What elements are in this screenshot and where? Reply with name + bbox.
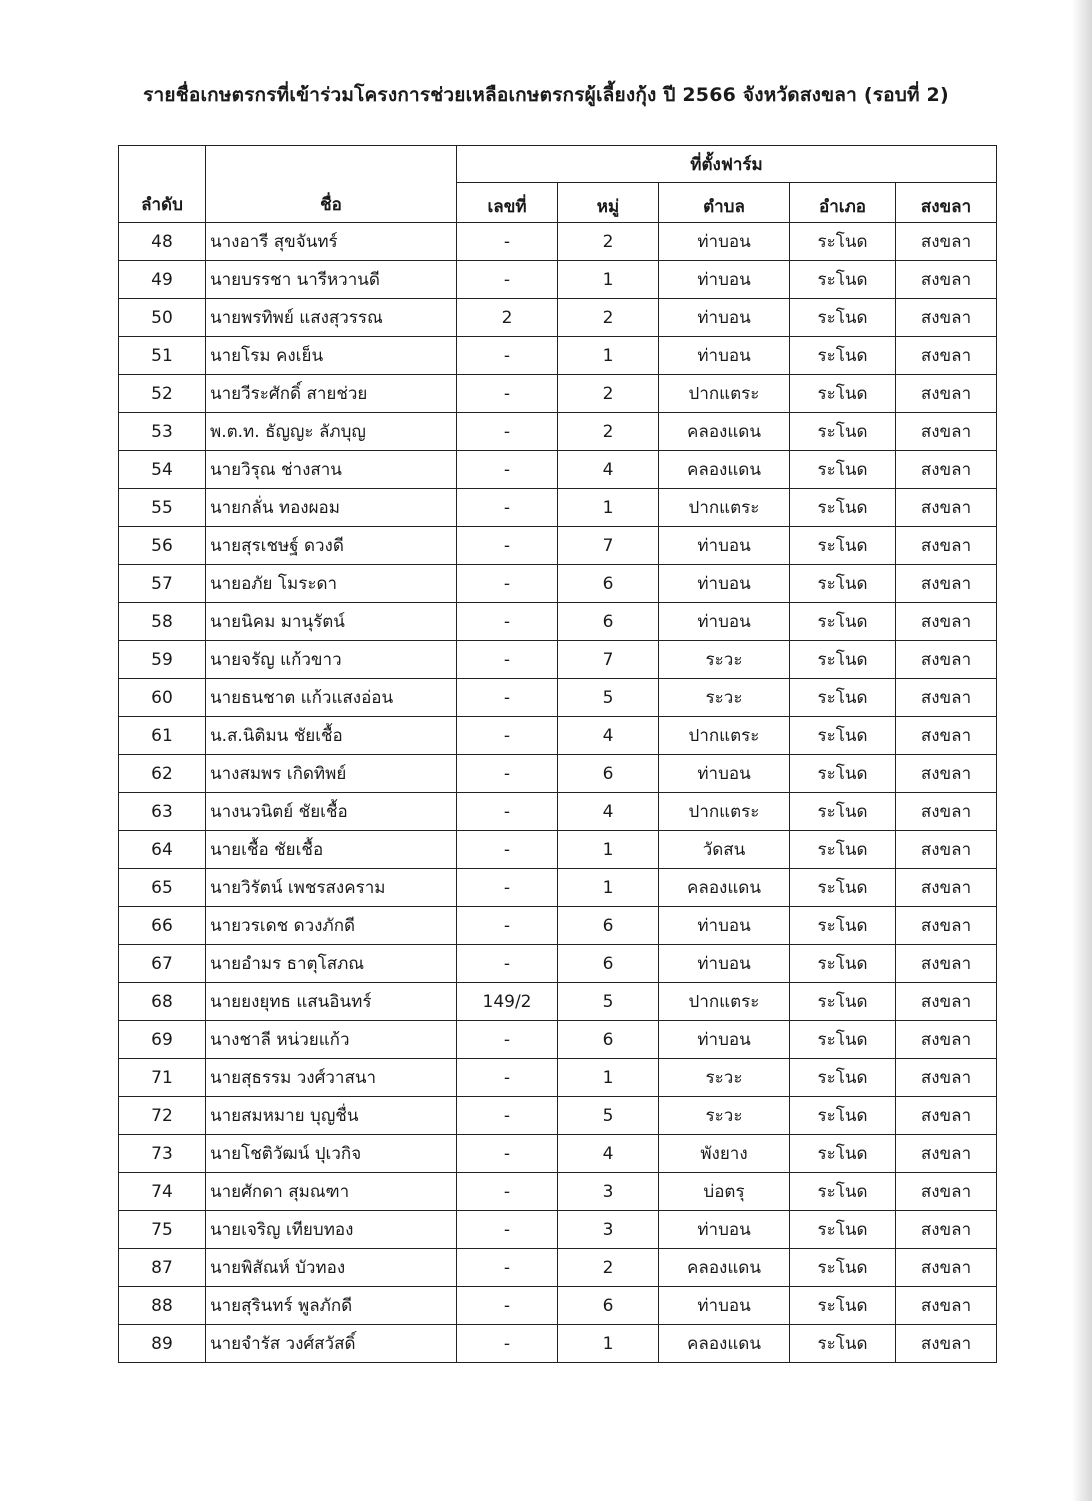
cell-no: 88 [119,1287,206,1325]
table-row [119,869,997,907]
cell-moo: 4 [558,793,659,831]
cell-name: นายสุรเชษฐ์ ดวงดี [206,527,457,565]
cell-tambon: ท่าบอน [659,1287,790,1325]
header-amphoe: อำเภอ [790,183,896,223]
cell-tambon: ท่าบอน [659,907,790,945]
cell-house-no: - [457,413,558,451]
cell-amphoe: ระโนด [790,603,896,641]
table-row [119,831,997,869]
cell-name: นายโรม คงเย็น [206,337,457,375]
cell-name: นายจำรัส วงศ์สวัสดิ์ [206,1325,457,1363]
cell-amphoe: ระโนด [790,717,896,755]
cell-moo: 2 [558,299,659,337]
header-house-no: เลขที่ [457,183,558,223]
cell-name: นางนวนิตย์ ชัยเชื้อ [206,793,457,831]
cell-name: นายวิรุณ ช่างสาน [206,451,457,489]
cell-amphoe: ระโนด [790,489,896,527]
cell-province: สงขลา [896,1211,997,1249]
cell-amphoe: ระโนด [790,1097,896,1135]
table-row [119,299,997,337]
cell-house-no: - [457,1059,558,1097]
cell-name: นายโชติวัฒน์ ปุเวกิจ [206,1135,457,1173]
table-row [119,1021,997,1059]
cell-no: 57 [119,565,206,603]
cell-amphoe: ระโนด [790,1135,896,1173]
cell-no: 53 [119,413,206,451]
cell-tambon: ปากแตระ [659,375,790,413]
cell-province: สงขลา [896,337,997,375]
cell-house-no: - [457,831,558,869]
cell-no: 74 [119,1173,206,1211]
cell-moo: 3 [558,1173,659,1211]
cell-province: สงขลา [896,983,997,1021]
cell-moo: 5 [558,983,659,1021]
cell-house-no: - [457,451,558,489]
cell-province: สงขลา [896,793,997,831]
table-row [119,907,997,945]
cell-amphoe: ระโนด [790,527,896,565]
cell-no: 62 [119,755,206,793]
table-row [119,1211,997,1249]
cell-amphoe: ระโนด [790,679,896,717]
cell-province: สงขลา [896,451,997,489]
cell-moo: 1 [558,831,659,869]
cell-province: สงขลา [896,831,997,869]
cell-no: 50 [119,299,206,337]
header-moo: หมู่ [558,183,659,223]
cell-name: นายอำมร ธาตุโสภณ [206,945,457,983]
cell-no: 60 [119,679,206,717]
cell-name: นายจรัญ แก้วขาว [206,641,457,679]
cell-tambon: ท่าบอน [659,261,790,299]
cell-house-no: 149/2 [457,983,558,1021]
cell-no: 63 [119,793,206,831]
header-farm-location: ที่ตั้งฟาร์ม [457,146,997,183]
cell-house-no: - [457,337,558,375]
cell-moo: 4 [558,717,659,755]
header-name: ชื่อ [206,146,457,223]
cell-no: 69 [119,1021,206,1059]
header-province: สงขลา [896,183,997,223]
cell-tambon: บ่อตรุ [659,1173,790,1211]
cell-amphoe: ระโนด [790,869,896,907]
cell-house-no: - [457,1249,558,1287]
cell-tambon: วัดสน [659,831,790,869]
cell-tambon: ท่าบอน [659,223,790,261]
cell-no: 49 [119,261,206,299]
cell-name: นายยงยุทธ แสนอินทร์ [206,983,457,1021]
cell-name: นายกลั่น ทองผอม [206,489,457,527]
cell-name: นายนิคม มานุรัตน์ [206,603,457,641]
cell-house-no: - [457,1325,558,1363]
cell-amphoe: ระโนด [790,375,896,413]
table-row [119,679,997,717]
table-row [119,793,997,831]
cell-moo: 7 [558,527,659,565]
cell-amphoe: ระโนด [790,1249,896,1287]
cell-house-no: - [457,717,558,755]
cell-province: สงขลา [896,641,997,679]
cell-moo: 2 [558,1249,659,1287]
cell-tambon: พังยาง [659,1135,790,1173]
cell-name: นายอภัย โมระดา [206,565,457,603]
cell-name: นายศักดา สุมณฑา [206,1173,457,1211]
cell-house-no: - [457,869,558,907]
cell-no: 89 [119,1325,206,1363]
cell-province: สงขลา [896,1325,997,1363]
cell-amphoe: ระโนด [790,337,896,375]
cell-no: 54 [119,451,206,489]
cell-house-no: - [457,223,558,261]
table-row [119,1097,997,1135]
cell-province: สงขลา [896,527,997,565]
table-row [119,565,997,603]
cell-tambon: ท่าบอน [659,527,790,565]
table-row [119,945,997,983]
cell-tambon: ปากแตระ [659,489,790,527]
cell-moo: 1 [558,489,659,527]
cell-house-no: - [457,945,558,983]
cell-moo: 2 [558,375,659,413]
cell-moo: 1 [558,261,659,299]
cell-name: นางสมพร เกิดทิพย์ [206,755,457,793]
cell-province: สงขลา [896,1287,997,1325]
cell-name: น.ส.นิติมน ชัยเชื้อ [206,717,457,755]
header-row-group [119,146,997,183]
cell-name: นายวีระศักดิ์ สายช่วย [206,375,457,413]
cell-name: นายสมหมาย บุญชื่น [206,1097,457,1135]
table-row [119,983,997,1021]
table-row [119,223,997,261]
cell-tambon: ปากแตระ [659,717,790,755]
cell-no: 52 [119,375,206,413]
cell-name: นายเจริญ เทียบทอง [206,1211,457,1249]
cell-tambon: ท่าบอน [659,1211,790,1249]
cell-house-no: - [457,641,558,679]
cell-name: นายวรเดช ดวงภักดี [206,907,457,945]
table-row [119,527,997,565]
cell-province: สงขลา [896,679,997,717]
cell-province: สงขลา [896,945,997,983]
cell-name: นายสุรินทร์ พูลภักดี [206,1287,457,1325]
table-row [119,1287,997,1325]
cell-tambon: ปากแตระ [659,983,790,1021]
cell-moo: 1 [558,869,659,907]
cell-moo: 2 [558,223,659,261]
cell-amphoe: ระโนด [790,1021,896,1059]
cell-province: สงขลา [896,1059,997,1097]
cell-no: 67 [119,945,206,983]
cell-moo: 1 [558,1059,659,1097]
cell-name: นายสุธรรม วงศ์วาสนา [206,1059,457,1097]
table-row [119,717,997,755]
cell-house-no: - [457,755,558,793]
cell-tambon: คลองแดน [659,869,790,907]
table-row [119,1249,997,1287]
cell-house-no: - [457,1173,558,1211]
table-row [119,1173,997,1211]
cell-amphoe: ระโนด [790,1059,896,1097]
cell-amphoe: ระโนด [790,1211,896,1249]
cell-no: 59 [119,641,206,679]
cell-amphoe: ระโนด [790,907,896,945]
table-row [119,451,997,489]
cell-name: นายวิรัตน์ เพชรสงคราม [206,869,457,907]
cell-moo: 4 [558,451,659,489]
cell-moo: 6 [558,603,659,641]
cell-tambon: ท่าบอน [659,337,790,375]
cell-house-no: - [457,679,558,717]
table-body [119,223,997,1363]
cell-province: สงขลา [896,223,997,261]
cell-tambon: คลองแดน [659,1249,790,1287]
cell-name: นายธนชาต แก้วแสงอ่อน [206,679,457,717]
cell-province: สงขลา [896,261,997,299]
farmer-table [118,145,997,1363]
table-row [119,641,997,679]
cell-province: สงขลา [896,1249,997,1287]
cell-tambon: ท่าบอน [659,299,790,337]
cell-tambon: ระวะ [659,1059,790,1097]
cell-amphoe: ระโนด [790,223,896,261]
table-row [119,603,997,641]
cell-name: นายพิสัณห์ บัวทอง [206,1249,457,1287]
cell-house-no: - [457,565,558,603]
cell-house-no: 2 [457,299,558,337]
cell-moo: 4 [558,1135,659,1173]
cell-moo: 6 [558,945,659,983]
cell-amphoe: ระโนด [790,1173,896,1211]
table-row [119,755,997,793]
cell-house-no: - [457,793,558,831]
cell-no: 61 [119,717,206,755]
cell-name: นายเชื้อ ชัยเชื้อ [206,831,457,869]
cell-tambon: คลองแดน [659,413,790,451]
cell-no: 58 [119,603,206,641]
cell-amphoe: ระโนด [790,983,896,1021]
cell-province: สงขลา [896,755,997,793]
cell-amphoe: ระโนด [790,793,896,831]
cell-moo: 3 [558,1211,659,1249]
cell-house-no: - [457,375,558,413]
cell-tambon: ระวะ [659,1097,790,1135]
cell-no: 51 [119,337,206,375]
cell-moo: 6 [558,907,659,945]
cell-moo: 6 [558,1021,659,1059]
cell-province: สงขลา [896,717,997,755]
table-row [119,375,997,413]
cell-no: 64 [119,831,206,869]
cell-no: 48 [119,223,206,261]
cell-moo: 5 [558,679,659,717]
cell-name: นางชาลี หน่วยแก้ว [206,1021,457,1059]
cell-province: สงขลา [896,375,997,413]
page-edge-shadow [1072,0,1092,1501]
cell-moo: 1 [558,1325,659,1363]
cell-amphoe: ระโนด [790,831,896,869]
cell-house-no: - [457,1135,558,1173]
cell-no: 73 [119,1135,206,1173]
cell-amphoe: ระโนด [790,1325,896,1363]
cell-house-no: - [457,489,558,527]
cell-no: 56 [119,527,206,565]
cell-province: สงขลา [896,565,997,603]
cell-no: 87 [119,1249,206,1287]
cell-no: 66 [119,907,206,945]
cell-name: นายบรรชา นารีหวานดี [206,261,457,299]
table-row [119,337,997,375]
table-row [119,413,997,451]
cell-amphoe: ระโนด [790,451,896,489]
cell-amphoe: ระโนด [790,261,896,299]
cell-moo: 6 [558,755,659,793]
cell-moo: 6 [558,565,659,603]
table-row [119,1059,997,1097]
cell-province: สงขลา [896,1021,997,1059]
cell-house-no: - [457,907,558,945]
cell-amphoe: ระโนด [790,945,896,983]
cell-amphoe: ระโนด [790,641,896,679]
cell-amphoe: ระโนด [790,299,896,337]
cell-tambon: คลองแดน [659,451,790,489]
cell-tambon: ปากแตระ [659,793,790,831]
cell-house-no: - [457,527,558,565]
cell-moo: 2 [558,413,659,451]
cell-amphoe: ระโนด [790,413,896,451]
cell-house-no: - [457,1097,558,1135]
cell-moo: 7 [558,641,659,679]
cell-province: สงขลา [896,1135,997,1173]
cell-name: นางอารี สุขจันทร์ [206,223,457,261]
cell-tambon: ท่าบอน [659,565,790,603]
cell-no: 68 [119,983,206,1021]
cell-tambon: ท่าบอน [659,1021,790,1059]
cell-tambon: ระวะ [659,679,790,717]
cell-amphoe: ระโนด [790,1287,896,1325]
cell-province: สงขลา [896,1097,997,1135]
cell-house-no: - [457,1211,558,1249]
cell-amphoe: ระโนด [790,565,896,603]
cell-name: พ.ต.ท. ธัญญะ ลัภบุญ [206,413,457,451]
cell-province: สงขลา [896,869,997,907]
header-tambon: ตำบล [659,183,790,223]
table-row [119,489,997,527]
table-row [119,1135,997,1173]
cell-province: สงขลา [896,907,997,945]
cell-tambon: ท่าบอน [659,945,790,983]
cell-tambon: คลองแดน [659,1325,790,1363]
cell-house-no: - [457,1287,558,1325]
cell-tambon: ท่าบอน [659,603,790,641]
cell-amphoe: ระโนด [790,755,896,793]
cell-house-no: - [457,1021,558,1059]
cell-moo: 6 [558,1287,659,1325]
cell-no: 72 [119,1097,206,1135]
header-no: ลำดับ [119,146,206,223]
document-title: รายชื่อเกษตรกรที่เข้าร่วมโครงการช่วยเหลือเกษตรกรผู้เลี้ยงกุ้ง ปี 2566 จังหวัดสงขลา (รอบที่ 2) [143,84,949,106]
cell-house-no: - [457,261,558,299]
table-row [119,261,997,299]
cell-moo: 5 [558,1097,659,1135]
cell-province: สงขลา [896,299,997,337]
cell-tambon: ท่าบอน [659,755,790,793]
cell-tambon: ระวะ [659,641,790,679]
table-row [119,1325,997,1363]
cell-province: สงขลา [896,1173,997,1211]
cell-no: 75 [119,1211,206,1249]
cell-house-no: - [457,603,558,641]
cell-no: 71 [119,1059,206,1097]
cell-no: 65 [119,869,206,907]
cell-province: สงขลา [896,489,997,527]
cell-name: นายพรทิพย์ แสงสุวรรณ [206,299,457,337]
cell-moo: 1 [558,337,659,375]
cell-province: สงขลา [896,603,997,641]
cell-province: สงขลา [896,413,997,451]
cell-no: 55 [119,489,206,527]
